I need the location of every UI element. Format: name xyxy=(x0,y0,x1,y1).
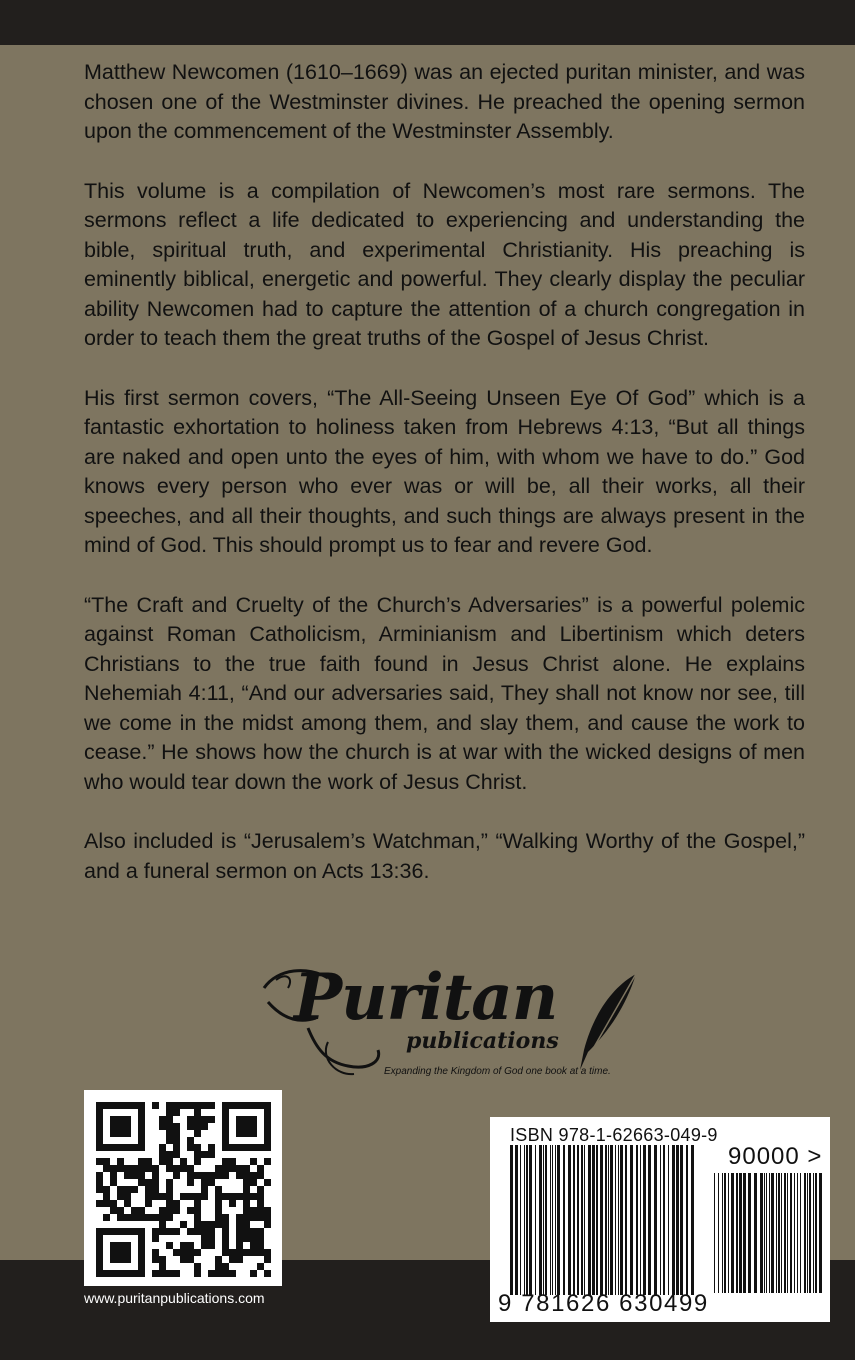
cover-blurb xyxy=(84,58,805,916)
logo-tagline: Expanding the Kingdom of God one book at a time. xyxy=(384,1066,611,1077)
qr-code-panel xyxy=(84,1090,282,1286)
blurb-paragraph: Matthew Newcomen (1610–1669) was an ejected puritan minister, and was chosen one of the Westminster divines. He preached the opening sermon upon the commencement of the Westminster Assembly. xyxy=(84,60,805,143)
logo-subtitle: publications xyxy=(406,1028,559,1054)
qr-code-icon xyxy=(84,1090,282,1286)
top-band xyxy=(0,0,855,45)
blurb-paragraph: This volume is a compilation of Newcomen’s most rare sermons. The sermons reflect a life dedicated to experiencing and understanding the bible, spiritual truth, and experimental Christianity. His preaching is eminently biblical, energetic and powerful. They clearly display the peculiar ability Newcomen had to capture the attention of a church congregation in order to teach them the great truths of the Gospel of Jesus Christ. xyxy=(84,178,805,350)
price-addon-label: 90000 > xyxy=(728,1143,823,1170)
logo-wordmark: Puritan xyxy=(294,960,558,1035)
publisher-url[interactable]: www.puritanpublications.com xyxy=(84,1290,265,1306)
blurb-paragraph: Also included is “Jerusalem’s Watchman,” “Walking Worthy of the Gospel,” and a funeral sermon on Acts 13:36. xyxy=(84,829,805,883)
isbn-label: ISBN 978-1-62663-049-9 xyxy=(510,1125,718,1145)
quill-feather-icon xyxy=(574,972,640,1072)
blurb-paragraph: “The Craft and Cruelty of the Church’s Adversaries” is a powerful polemic against Roman Catholicism, Arminianism and Libertinism which deters Christians to the true faith found in Jesus Christ alone. He explains Nehemiah 4:11, “And our adversaries said, They shall not know nor see, till we come in the midst among them, and slay them, and cause the work to cease.” He shows how the church is at war with the wicked designs of men who would tear down the work of Jesus Christ. xyxy=(84,592,805,794)
blurb-paragraph: His first sermon covers, “The All-Seeing Unseen Eye Of God” which is a fantastic exhortation to holiness taken from Hebrews 4:13, “But all things are naked and open unto the eyes of him, with whom we have to do.” God knows every person who ever was or will be, all their works, all their speeches, and all their thoughts, and such things are always present in the mind of God. This should prompt us to fear and revere God. xyxy=(84,385,805,557)
barcode-digits: 9 781626 630499 xyxy=(498,1290,709,1317)
publisher-logo xyxy=(258,958,648,1088)
